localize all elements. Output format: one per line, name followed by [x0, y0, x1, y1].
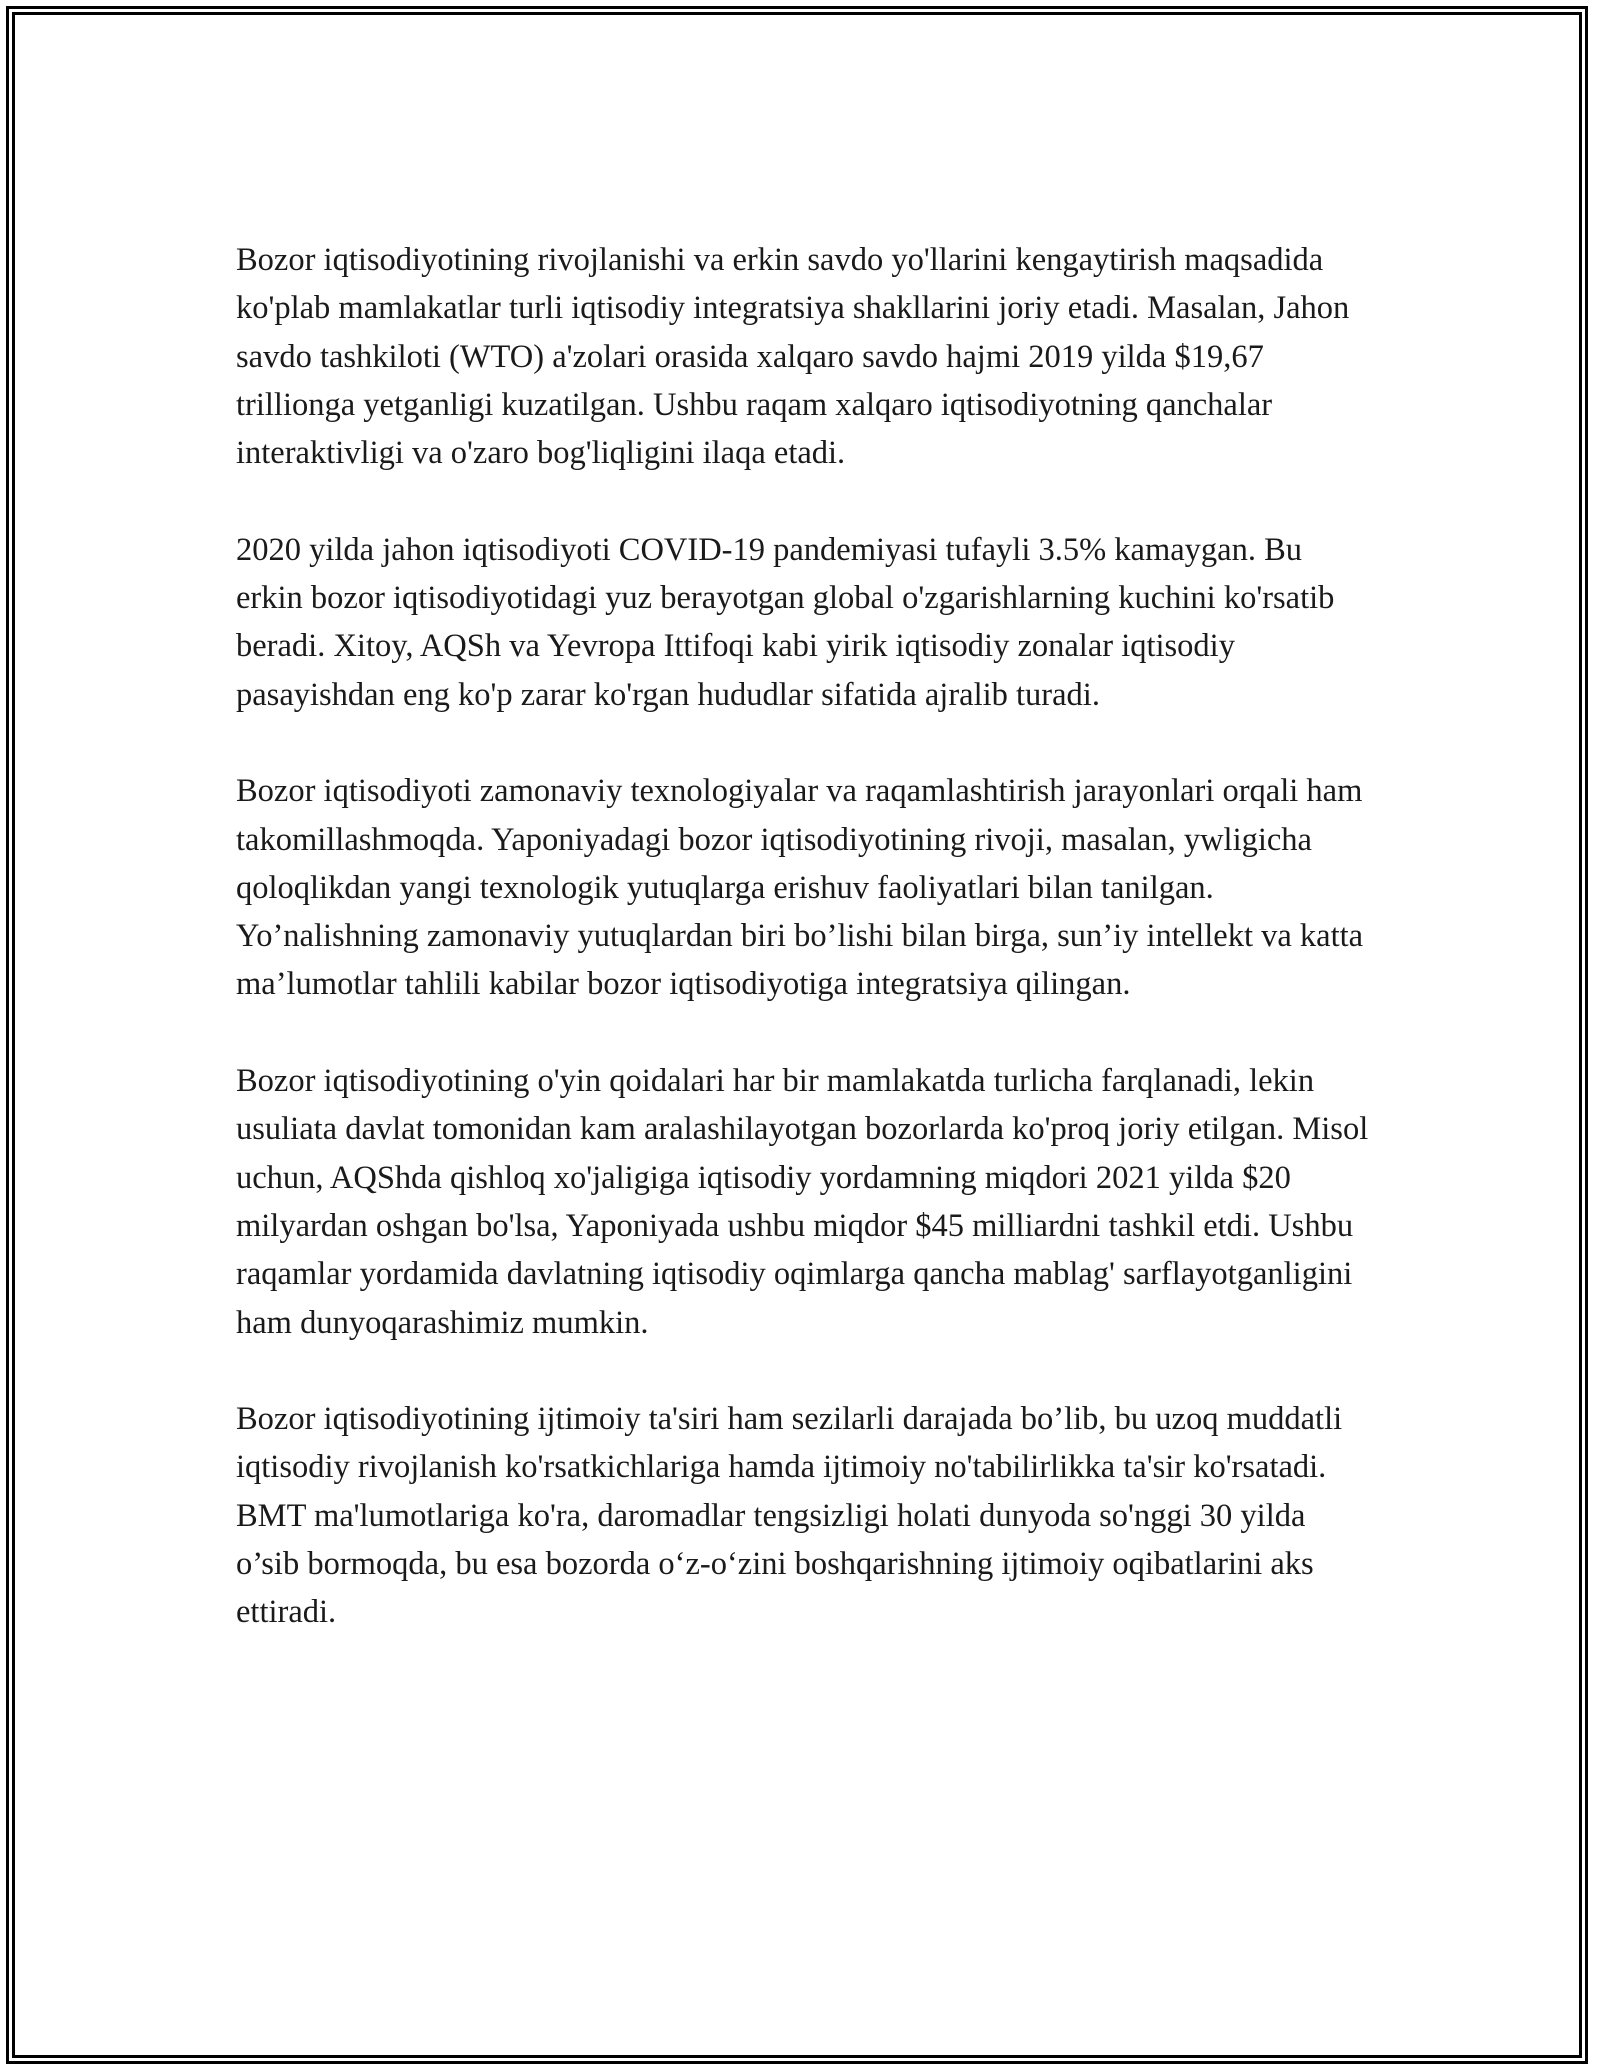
- document-body: [236, 236, 1376, 1685]
- paragraph-1: Bozor iqtisodiyotining rivojlanishi va erkin savdo yo'llarini kengaytirish maqsadida ko'plab mamlakatlar turli iqtisodiy integratsiya shakllarini joriy etadi. Masalan, Jahon savdo tashkiloti (WTO) a'zolari orasida xalqaro savdo hajmi 2019 yilda $19,67 trillionga yetganligi kuzatilgan. Ushbu raqam xalqaro iqtisodiyotning qanchalar interaktivligi va o'zaro bog'liqligini ilaqa etadi.: [236, 242, 1350, 472]
- paragraph-3: Bozor iqtisodiyoti zamonaviy texnologiyalar va raqamlashtirish jarayonlari orqali ham takomillashmoqda. Yaponiyadagi bozor iqtisodiyotining rivoji, masalan, ywligicha qoloqlikdan yangi texnologik yutuqlarga erishuv faoliyatlari bilan tanilgan. Yo’nalishning zamonaviy yutuqlardan biri bo’lishi bilan birga, sun’iy intellekt va katta ma’lumotlar tahlili kabilar bozor iqtisodiyotiga integratsiya qilingan.: [236, 773, 1364, 1003]
- paragraph-5: Bozor iqtisodiyotining ijtimoiy ta'siri ham sezilarli darajada bo’lib, bu uzoq muddatli iqtisodiy rivojlanish ko'rsatkichlariga hamda ijtimoiy no'tabilirlikka ta'sir ko'rsatadi. BMT ma'lumotlariga ko'ra, daromadlar tengsizligi holati dunyoda so'nggi 30 yilda o’sib bormoqda, bu esa bozorda o‘z-o‘zini boshqarishning ijtimoiy oqibatlarini aks ettiradi.: [236, 1401, 1343, 1631]
- paragraph-4: Bozor iqtisodiyotining o'yin qoidalari har bir mamlakatda turlicha farqlanadi, lekin usuliata davlat tomonidan kam aralashilayotgan bozorlarda ko'proq joriy etilgan. Misol uchun, AQShda qishloq xo'jaligiga iqtisodiy yordamning miqdori 2021 yilda $20 milyardan oshgan bo'lsa, Yaponiyada ushbu miqdor $45 milliardni tashkil etdi. Ushbu raqamlar yordamida davlatning iqtisodiy oqimlarga qancha mablag' sarflayotganligini ham dunyoqarashimiz mumkin.: [236, 1063, 1369, 1341]
- paragraph-2: 2020 yilda jahon iqtisodiyoti COVID-19 pandemiyasi tufayli 3.5% kamaygan. Bu erkin bozor iqtisodiyotidagi yuz berayotgan global o'zgarishlarning kuchini ko'rsatib beradi. Xitoy, AQSh va Yevropa Ittifoqi kabi yirik iqtisodiy zonalar iqtisodiy pasayishdan eng ko'p zarar ko'rgan hududlar sifatida ajralib turadi.: [236, 531, 1335, 713]
